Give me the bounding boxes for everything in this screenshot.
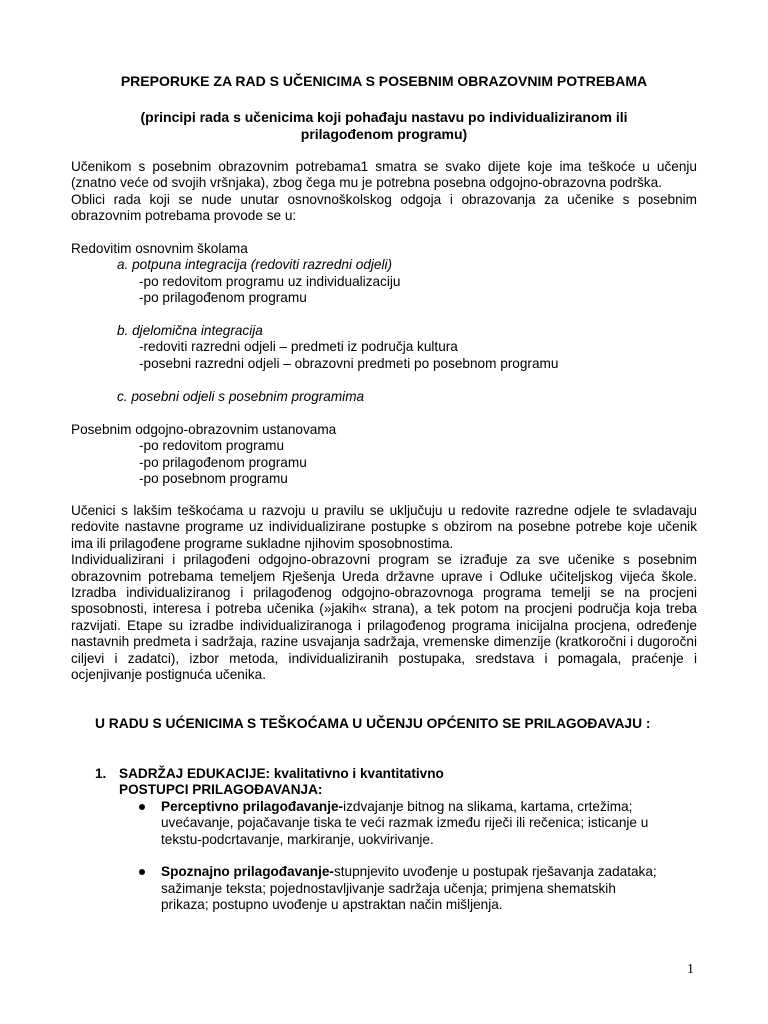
bullet-text: izdvajanje bitnog na slikama, kartama, crtežima; uvećavanje, pojačavanje tiska te veći razmak između riječi ili rečenica; isticanje u tekstu-podcrtavanje, markiranje, uokvirivanje.: [161, 798, 649, 847]
option-a-label: a. potpuna integracija (redoviti razredni odjeli): [117, 257, 393, 273]
programs-section: [71, 503, 697, 683]
forms-paragraph: Oblici rada koji se nude unutar osnovnoškolskog odgoja i obrazovanja za učenike s posebnim obrazovnim potrebama provode se u:: [71, 191, 697, 224]
bullet-text: stupnjevito uvođenje u postupak rješavanja zadataka; sažimanje teksta; pojednostavljivanje sadržaja učenja; primjena shematskih prikaza; postupno uvođenje u apstraktan način mišljenja.: [161, 864, 657, 913]
item-number: 1.: [95, 766, 107, 781]
section-heading: U RADU S UĆENICIMA S TEŠKOĆAMA U UČENJU OPĆENITO SE PRILAGOĐAVAJU :: [95, 716, 651, 731]
bullet-item: [95, 864, 657, 913]
list-item: -redoviti razredni odjeli – predmeti iz područja kultura: [139, 339, 458, 355]
bullet-term: Perceptivno prilagođavanje-: [161, 798, 344, 814]
regular-schools-heading: Redovitim osnovnim školama: [71, 241, 248, 256]
list-item: -posebni razredni odjeli – obrazovni predmeti po posebnom programu: [139, 355, 559, 371]
regular-schools-section: [71, 241, 697, 405]
intro-section: [71, 159, 697, 225]
special-institutions-heading: Posebnim odgojno-obrazovnim ustanovama: [71, 422, 337, 437]
bullet-list: [95, 799, 695, 914]
numbered-list: [95, 766, 695, 914]
item-title: SADRŽAJ EDUKACIJE: kvalitativno i kvantitativno: [119, 766, 444, 781]
bullet-dot-icon: [139, 804, 145, 810]
bullet-item: [95, 799, 657, 848]
subtitle-line: prilagođenom programu): [300, 126, 468, 142]
option-b-label: b. djelomična integracija: [117, 323, 263, 339]
numbered-item: [95, 766, 695, 782]
bullet-dot-icon: [139, 869, 145, 875]
special-institutions-section: [71, 422, 697, 488]
list-item: -po posebnom programu: [139, 471, 288, 487]
list-item: -po prilagođenom programu: [139, 290, 307, 306]
document-subtitle: [71, 109, 697, 143]
document-title: PREPORUKE ZA RAD S UČENICIMA S POSEBNIM OBRAZOVNIM POTREBAMA: [120, 73, 648, 89]
mild-difficulties-paragraph: Učenici s lakšim teškoćama u razvoju u pravilu se uključuju u redovite razredne odjele te svladavaju redovite nastavne programe uz individualizirane postupke s obzirom na posebne potrebe koje učenik ima ili prilagođene programe sukladne njihovim sposobnostima.: [71, 503, 697, 551]
bullet-term: Spoznajno prilagođavanje-: [161, 864, 334, 880]
list-item: -po redovitom programu uz individualizaciju: [139, 273, 401, 289]
option-c-label: c. posebni odjeli s posebnim programima: [117, 388, 365, 404]
programs-paragraph: Individualizirani i prilagođeni odgojno-obrazovni program se izrađuje za sve učenike s posebnim obrazovnim potrebama temeljem Rješenja Ureda državne uprave i Odluke učiteljskog vijeća škole. Izradba individualiziranog i prilagođenog odgojno-obrazovnoga programa temelji se na procjeni sposobnosti, interesa i potreba učenika (»jakih« strana), a tek potom na procjeni područja koja treba razvijati. Etape su izradbe individualiziranoga i prilagođenog programa inicijalna procjena, određenje nastavnih predmeta i sadržaja, razine usvajanja sadržaja, vremenske dimenzije (kratkoročni i dugoročni ciljevi i zadatci), izbor metoda, individualiziranih postupaka, sredstava i pomagala, praćenje i ocjenjivanje postignuća učenika.: [71, 552, 697, 683]
list-item: -po prilagođenom programu: [139, 454, 307, 470]
page-number: 1: [687, 962, 694, 977]
subtitle-line: (principi rada s učenicima koji pohađaju nastavu po individualiziranom ili: [140, 109, 628, 125]
intro-paragraph: Učenikom s posebnim obrazovnim potrebama1 smatra se svako dijete koje ima teškoće u učenju (znatno veće od svojih vršnjaka), zbog čega mu je potrebna posebna odgojno-obrazovna podrška.: [71, 159, 697, 191]
postupci-heading: POSTUPCI PRILAGOĐAVANJA:: [119, 782, 323, 798]
list-item: -po redovitom programu: [139, 438, 285, 454]
